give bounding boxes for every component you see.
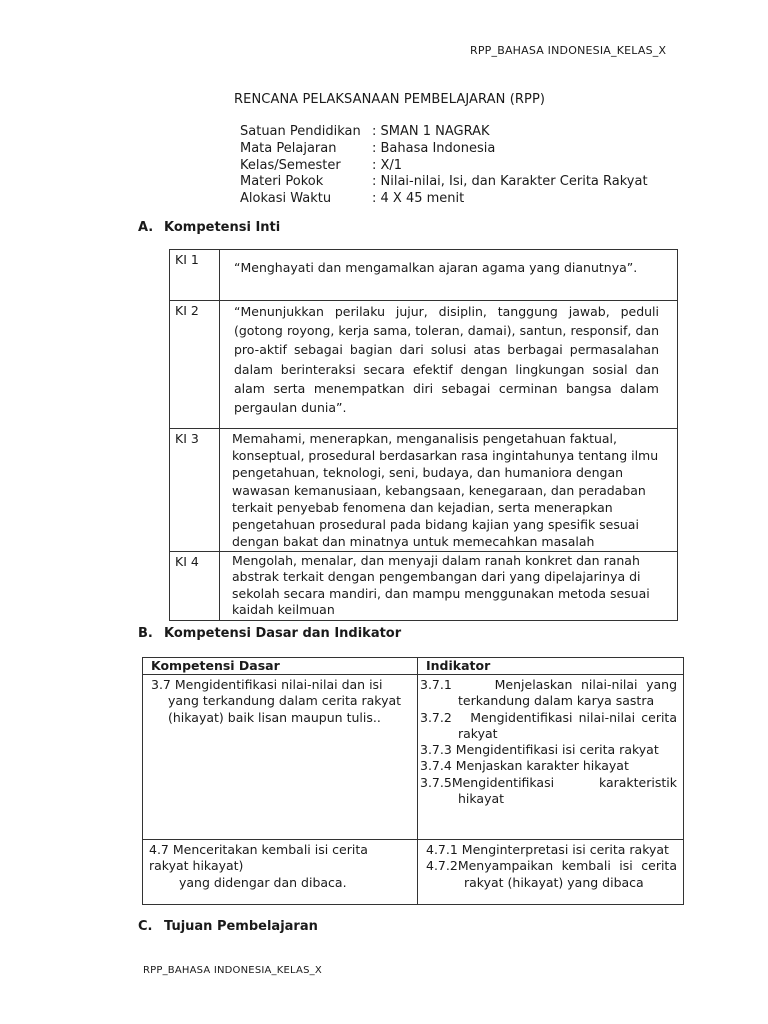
indicator-item (420, 742, 677, 758)
section-a-heading (138, 220, 280, 235)
ki-text: “Menghayati dan mengamalkan ajaran agama yang dianutnya”. (220, 250, 678, 301)
section-title: Kompetensi Dasar dan Indikator (164, 626, 402, 641)
identity-block (240, 124, 648, 208)
ki-label: KI 2 (170, 301, 220, 429)
ki-text: Mengolah, menalar, dan menyaji dalam ranah konkret dan ranah abstrak terkait dengan pengembangan dari yang dipelajarinya di sekolah secara mandiri, dan mampu menggunakan metoda sesuai kaidah keilmuan (220, 552, 678, 621)
kd-text: 3.7 Mengidentifikasi nilai-nilai dan isi yang terkandung dalam cerita rakyat (hikayat) baik lisan maupun tulis.. (151, 677, 402, 725)
identity-label: Satuan Pendidikan (240, 124, 361, 139)
indicator-item (420, 842, 677, 858)
ki-label: KI 4 (170, 552, 220, 621)
kompetensi-inti-table (169, 249, 678, 621)
ki-text: “Menunjukkan perilaku jujur, disiplin, tanggung jawab, peduli (gotong royong, kerja sama, toleran, damai), santun, responsif, dan pro-aktif sebagai bagian dari solusi atas berbagai permasalahan dalam berinteraksi secara efektif dengan lingkungan sosial dan alam serta menempatkan diri sebagai cerminan bangsa dalam pergaulan dunia”. (220, 301, 678, 429)
indicator-number: 3.7.5 (420, 774, 452, 790)
indicator-number: 3.7.2 (420, 709, 452, 725)
identity-label: Materi Pokok (240, 174, 324, 190)
indicator-number: 3.7.4 (420, 758, 452, 774)
ki-label: KI 3 (170, 429, 220, 552)
section-title: Tujuan Pembelajaran (164, 919, 318, 934)
indicator-text: Menyampaikan kembali isi cerita rakyat (hikayat) yang dibaca (457, 858, 677, 890)
indicator-number: 3.7.3 (420, 742, 452, 758)
kd-text-line: 4.7 Menceritakan kembali isi cerita (149, 842, 368, 857)
indicator-item (420, 775, 677, 808)
indicator-cell (418, 840, 684, 905)
indicator-number: 4.7.1 (426, 842, 458, 857)
section-b-heading (138, 626, 401, 641)
indicator-item (420, 758, 677, 774)
kd-column-header: Kompetensi Dasar (143, 658, 418, 675)
identity-row (240, 141, 648, 158)
ki-row (170, 429, 678, 552)
indicator-item (420, 858, 677, 891)
indicator-item (420, 710, 677, 743)
ki-row (170, 250, 678, 301)
identity-value: : Bahasa Indonesia (372, 140, 496, 156)
kd-row (143, 840, 684, 905)
ki-text: Memahami, menerapkan, menganalisis pengetahuan faktual, konseptual, prosedural berdasarkan rasa ingintahunya tentang ilmu pengetahuan, teknologi, seni, budaya, dan humaniora dengan wawasan kemanusiaan, kebangsaan, kenegaraan, dan peradaban terkait penyebab fenomena dan kejadian, serta menerapkan pengetahuan prosedural pada bidang kajian yang spesifik sesuai dengan bakat dan minatnya untuk memecahkan masalah (220, 429, 678, 552)
indicator-text: Menjaskan karakter hikayat (455, 758, 629, 774)
identity-row (240, 174, 648, 191)
identity-row (240, 158, 648, 175)
kd-cell (143, 675, 418, 840)
indicator-number: 4.7.2 (426, 858, 458, 874)
identity-value: : 4 X 45 menit (372, 191, 465, 207)
kd-cell (143, 840, 418, 905)
indicator-item (420, 677, 677, 710)
indicator-text: Menjelaskan nilai-nilai yang terkandung dalam karya sastra (458, 677, 678, 709)
ki-row (170, 552, 678, 621)
identity-value: : X/1 (372, 157, 403, 173)
kd-header-row (143, 658, 684, 675)
identity-label: Alokasi Waktu (240, 191, 332, 207)
identity-row (240, 191, 648, 208)
identity-row (240, 124, 648, 141)
indicator-text: Mengidentifikasi nilai-nilai cerita rakyat (458, 709, 677, 741)
section-letter: B. (138, 626, 153, 641)
identity-label: Kelas/Semester (240, 157, 341, 173)
indicator-text: Menginterpretasi isi cerita rakyat (461, 842, 669, 857)
kompetensi-dasar-table (142, 657, 684, 905)
indicator-number: 3.7.1 (420, 677, 452, 692)
section-c-heading (138, 919, 318, 934)
section-letter: C. (138, 919, 153, 934)
kd-text-line: yang didengar dan dibaca. (179, 874, 347, 890)
identity-label: Mata Pelajaran (240, 140, 337, 156)
indicator-text: Mengidentifikasi isi cerita rakyat (455, 742, 659, 758)
kd-text-line: rakyat hikayat) (149, 858, 244, 874)
running-header: RPP_BAHASA INDONESIA_KELAS_X (470, 44, 667, 57)
kd-text (149, 842, 413, 891)
running-footer: RPP_BAHASA INDONESIA_KELAS_X (143, 965, 322, 976)
ki-row (170, 301, 678, 429)
section-title: Kompetensi Inti (164, 220, 281, 235)
section-letter: A. (138, 220, 154, 235)
kd-row (143, 675, 684, 840)
indicator-cell (418, 675, 684, 840)
ki-label: KI 1 (170, 250, 220, 301)
indicator-text: Mengidentifikasi karakteristik hikayat (451, 774, 677, 807)
indicator-column-header: Indikator (418, 658, 684, 675)
document-title: RENCANA PELAKSANAAN PEMBELAJARAN (RPP) (234, 92, 546, 107)
identity-value: : Nilai-nilai, Isi, dan Karakter Cerita Rakyat (372, 174, 648, 190)
identity-value: : SMAN 1 NAGRAK (372, 124, 490, 139)
